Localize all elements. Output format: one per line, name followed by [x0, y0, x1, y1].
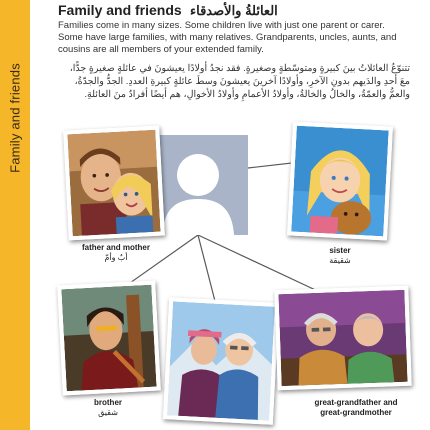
caption-father-and-mother	[66, 243, 166, 263]
photo-father-and-mother	[63, 126, 165, 241]
sidebar-label: Family and friends	[7, 63, 23, 173]
line-to-grandparents	[198, 235, 216, 305]
photo-brother	[57, 281, 161, 396]
intro-paragraph-english: Families come in many sizes. Some children live with just one parent or carer. Some have large families, with many relatives. Grandparents, uncles, aunts, and cousins are all members of your extended family.	[58, 20, 397, 55]
caption-sister	[300, 246, 380, 266]
photo-great-grandparents	[274, 286, 411, 391]
caption-great-grandparents-en: great-grandfather and great-grandmother	[314, 398, 398, 417]
page-title-arabic: العائلةُ والأصدقاء	[190, 3, 278, 18]
page-title-english: Family and friends	[58, 2, 182, 18]
caption-brother	[78, 398, 138, 418]
photo-grandparents	[163, 297, 279, 425]
caption-father-and-mother-ar: أبٌ وأمّ	[104, 253, 128, 262]
intro-paragraph-arabic: تتنوّعُ العائلاتُ بينَ كبيرةٍ ومتوسّطةٍ وصغيرةٍ. فقد نجدُ أولادًا يعيشونَ في عائلةٍ صغيرةٍ جدًّا، معَ أحدِ والدَيهم بدونِ الآخرِ، وأولادًا آخرينَ يعيشونَ وسطَ عائلةٍ كبيرةِ العددِ. الجدُّ والجدّةُ، والعمُّ والعمّةُ، والخالُ والخالةُ، وأولادُ الأعمامِ وأولادُ الأخوالِ، هم أيضًا أفرادٌ منَ العائلةِ.	[69, 63, 410, 100]
caption-father-and-mother-en: father and mother	[81, 243, 150, 252]
caption-sister-ar: شقيقة	[329, 256, 351, 265]
photo-sister	[287, 121, 393, 240]
caption-great-grandparents	[306, 398, 406, 418]
caption-brother-ar: شقيق	[98, 408, 118, 417]
caption-brother-en: brother	[94, 398, 122, 407]
caption-sister-en: sister	[329, 246, 351, 255]
